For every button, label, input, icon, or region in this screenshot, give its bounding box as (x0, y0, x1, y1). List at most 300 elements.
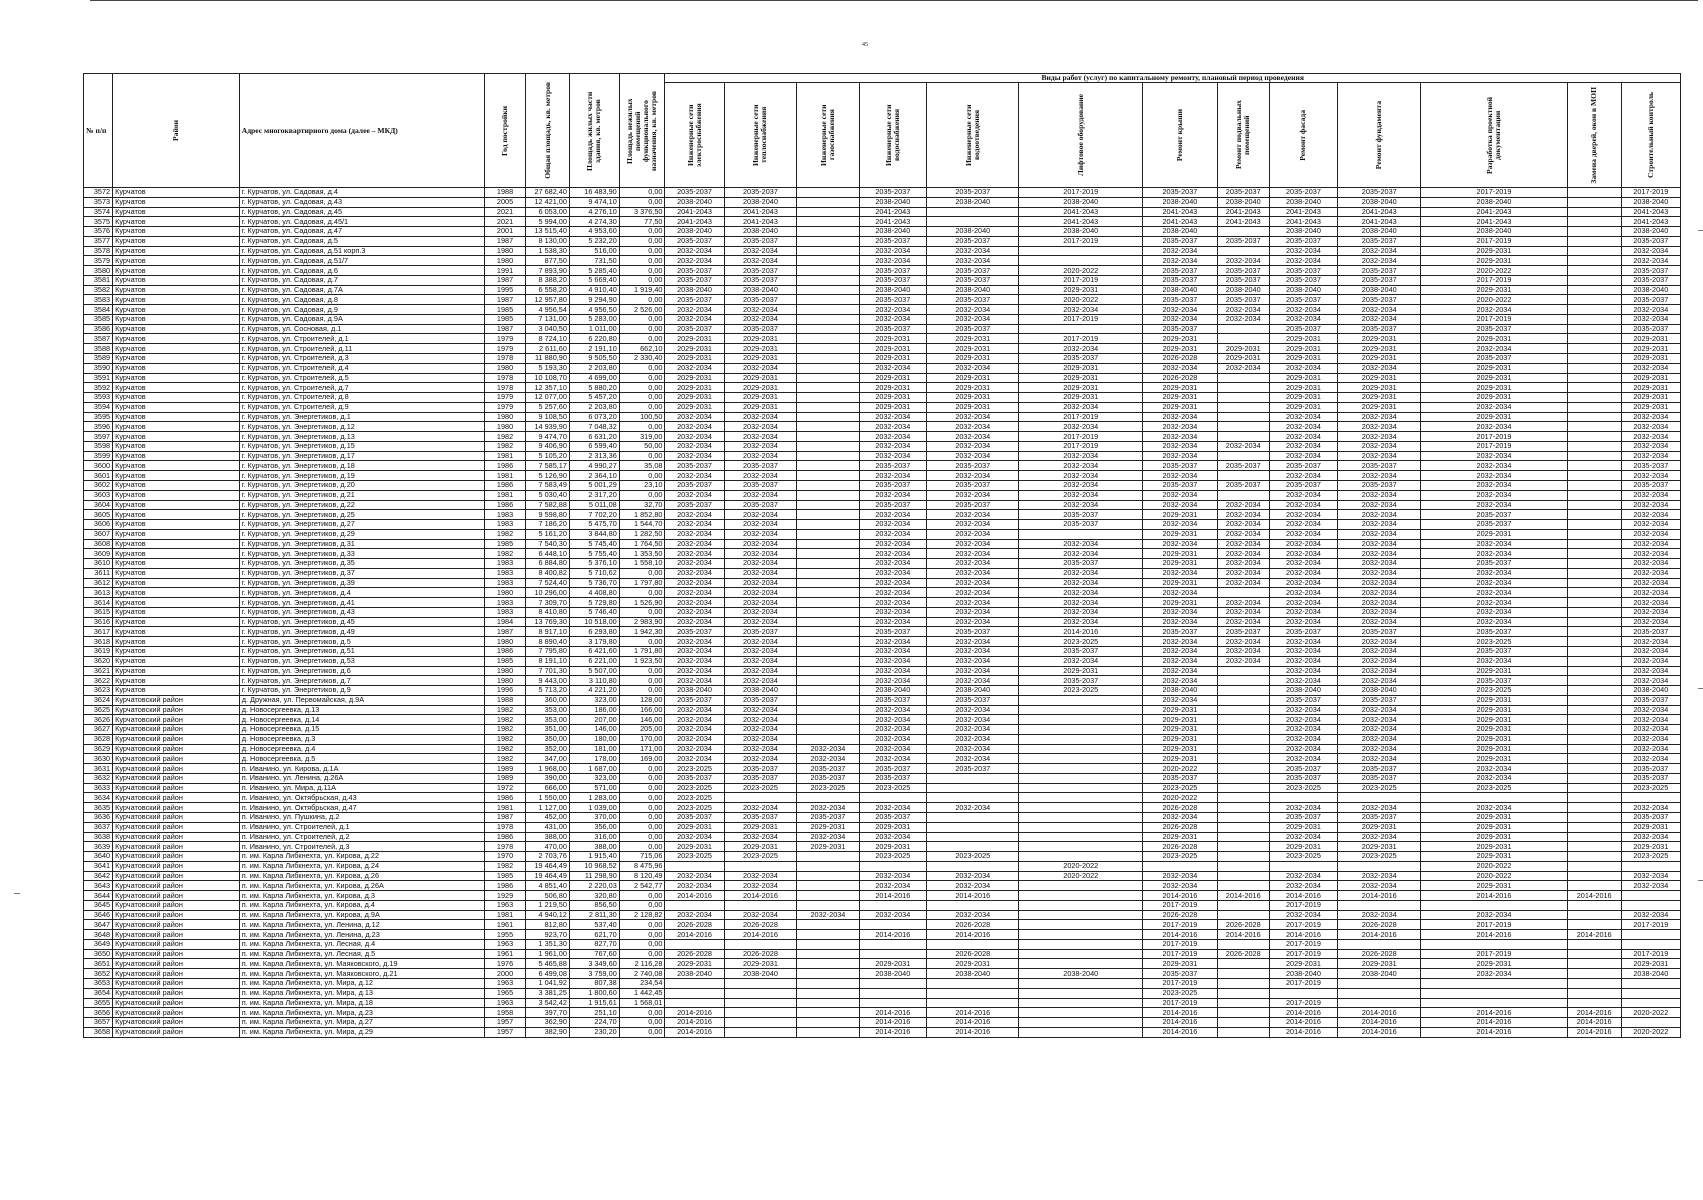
cell-work-period: 2026-2028 (665, 920, 724, 930)
cell-work-period: 2032-2034 (1421, 588, 1567, 598)
cell-district: Курчатовский район (113, 803, 240, 813)
cell-work-period: 2032-2034 (1621, 471, 1680, 481)
cell-work-period: 2032-2034 (724, 529, 797, 539)
cell-nonliving-area: 2 128,82 (619, 910, 665, 920)
cell-work-period: 2035-2037 (1143, 266, 1218, 276)
cell-work-period: 2032-2034 (859, 725, 926, 735)
cell-nonliving-area: 0,00 (619, 246, 665, 256)
cell-work-period (1567, 813, 1621, 823)
cell-work-period (927, 842, 1019, 852)
cell-num: 3583 (84, 295, 113, 305)
cell-work-period (1019, 734, 1143, 744)
cell-work-period: 2023-2025 (1143, 852, 1218, 862)
cell-address: п. Иванино, ул. Ленина, д.26А (239, 773, 484, 783)
cell-work-period: 2017-2019 (1421, 432, 1567, 442)
cell-district: Курчатовский район (113, 920, 240, 930)
cell-work-period: 2032-2034 (859, 871, 926, 881)
cell-work-period (797, 852, 859, 862)
cell-work-period (1019, 920, 1143, 930)
cell-work-period: 2032-2034 (1621, 881, 1680, 891)
cell-work-period: 2014-2016 (1567, 1027, 1621, 1037)
cell-work-period: 2029-2031 (797, 822, 859, 832)
cell-living-area: 10 968,52 (569, 861, 619, 871)
cell-work-period (1217, 881, 1269, 891)
cell-work-period: 2035-2037 (927, 764, 1019, 774)
cell-work-period (797, 461, 859, 471)
header-work-11: Замена дверей, окон в МОП (1567, 83, 1621, 188)
cell-work-period: 2038-2040 (859, 197, 926, 207)
cell-work-period: 2020-2022 (1621, 1027, 1680, 1037)
cell-nonliving-area: 234,54 (619, 979, 665, 989)
cell-work-period: 2035-2037 (1621, 764, 1680, 774)
cell-total-area: 8 890,40 (526, 637, 570, 647)
cell-work-period: 2032-2034 (1421, 910, 1567, 920)
cell-work-period: 2032-2034 (1421, 578, 1567, 588)
table-row (84, 920, 1681, 930)
cell-work-period (1567, 480, 1621, 490)
cell-work-period (1269, 793, 1338, 803)
cell-work-period: 2032-2034 (1621, 607, 1680, 617)
cell-num: 3602 (84, 480, 113, 490)
cell-work-period: 2032-2034 (1621, 539, 1680, 549)
cell-work-period: 2032-2034 (1338, 500, 1421, 510)
cell-work-period: 2035-2037 (1217, 275, 1269, 285)
cell-year: 1986 (484, 480, 526, 490)
cell-work-period: 2032-2034 (1217, 529, 1269, 539)
cell-total-area: 8 388,20 (526, 275, 570, 285)
cell-num: 3644 (84, 891, 113, 901)
cell-work-period: 2014-2016 (1421, 930, 1567, 940)
cell-district: Курчатовский район (113, 969, 240, 979)
cell-work-period: 2014-2016 (1143, 1008, 1218, 1018)
cell-work-period: 2029-2031 (724, 402, 797, 412)
cell-work-period: 2035-2037 (665, 627, 724, 637)
cell-num: 3632 (84, 773, 113, 783)
cell-living-area: 1 283,00 (569, 793, 619, 803)
cell-work-period (1567, 676, 1621, 686)
cell-work-period: 2026-2028 (927, 920, 1019, 930)
cell-work-period: 2029-2031 (1421, 822, 1567, 832)
cell-work-period: 2014-2016 (1567, 930, 1621, 940)
cell-work-period: 2038-2040 (1421, 197, 1567, 207)
cell-work-period: 2032-2034 (1621, 754, 1680, 764)
cell-nonliving-area: 2 983,90 (619, 617, 665, 627)
cell-work-period: 2029-2031 (1338, 383, 1421, 393)
cell-work-period (1217, 832, 1269, 842)
cell-work-period (1269, 861, 1338, 871)
cell-address: д. Новосергеевка, д.5 (239, 754, 484, 764)
cell-district: Курчатовский район (113, 842, 240, 852)
cell-nonliving-area: 0,00 (619, 422, 665, 432)
cell-address: г. Курчатов, ул. Энергетиков, д.29 (239, 529, 484, 539)
cell-district: Курчатов (113, 686, 240, 696)
cell-work-period (1567, 881, 1621, 891)
cell-work-period: 2017-2019 (1269, 920, 1338, 930)
cell-work-period: 2032-2034 (1143, 607, 1218, 617)
cell-work-period: 2014-2016 (1338, 891, 1421, 901)
cell-year: 1987 (484, 236, 526, 246)
cell-address: г. Курчатов, ул. Строителей, д.1 (239, 334, 484, 344)
cell-year: 1929 (484, 891, 526, 901)
cell-work-period (1567, 246, 1621, 256)
cell-work-period (1567, 471, 1621, 481)
cell-work-period: 2038-2040 (1621, 285, 1680, 295)
cell-work-period (1567, 744, 1621, 754)
cell-work-period: 2041-2043 (1269, 217, 1338, 227)
cell-district: Курчатовский район (113, 959, 240, 969)
cell-year: 1988 (484, 695, 526, 705)
cell-living-area: 3 179,80 (569, 637, 619, 647)
cell-work-period (1567, 949, 1621, 959)
cell-district: Курчатовский район (113, 754, 240, 764)
cell-work-period: 2035-2037 (665, 500, 724, 510)
cell-address: п. Иванино, ул. Кирова, д.1А (239, 764, 484, 774)
cell-work-period (797, 471, 859, 481)
cell-work-period (1567, 764, 1621, 774)
cell-work-period: 2032-2034 (665, 666, 724, 676)
cell-work-period: 2035-2037 (859, 461, 926, 471)
cell-address: г. Курчатов, ул. Энергетиков, д.20 (239, 480, 484, 490)
cell-living-area: 2 811,30 (569, 910, 619, 920)
cell-nonliving-area: 0,00 (619, 227, 665, 237)
header-row-top (84, 74, 1681, 83)
cell-work-period: 2035-2037 (1621, 773, 1680, 783)
cell-district: Курчатов (113, 422, 240, 432)
cell-work-period: 2035-2037 (1143, 324, 1218, 334)
cell-work-period: 2023-2025 (1338, 852, 1421, 862)
table-row (84, 344, 1681, 354)
cell-district: Курчатов (113, 490, 240, 500)
cell-work-period: 2032-2034 (1421, 568, 1567, 578)
cell-work-period: 2035-2037 (927, 627, 1019, 637)
table-row (84, 773, 1681, 783)
cell-work-period: 2032-2034 (1338, 314, 1421, 324)
cell-total-area: 5 193,30 (526, 363, 570, 373)
cell-district: Курчатов (113, 578, 240, 588)
cell-work-period (1567, 959, 1621, 969)
table-row (84, 842, 1681, 852)
cell-work-period: 2017-2019 (1269, 979, 1338, 989)
cell-address: г. Курчатов, ул. Энергетиков, д.4 (239, 588, 484, 598)
cell-nonliving-area: 32,70 (619, 500, 665, 510)
cell-work-period: 2014-2016 (859, 891, 926, 901)
table-row (84, 734, 1681, 744)
cell-work-period: 2029-2031 (1143, 344, 1218, 354)
cell-work-period: 2026-2028 (665, 949, 724, 959)
cell-living-area: 807,38 (569, 979, 619, 989)
cell-work-period: 2032-2034 (1421, 480, 1567, 490)
cell-work-period: 2032-2034 (1621, 637, 1680, 647)
cell-living-area: 186,00 (569, 705, 619, 715)
cell-work-period: 2032-2034 (1338, 363, 1421, 373)
cell-work-period (1567, 568, 1621, 578)
cell-work-period (1567, 383, 1621, 393)
cell-nonliving-area: 0,00 (619, 822, 665, 832)
cell-living-area: 621,70 (569, 930, 619, 940)
cell-work-period: 2017-2019 (1421, 441, 1567, 451)
cell-address: г. Курчатов, ул. Садовая, д.43 (239, 197, 484, 207)
cell-district: Курчатовский район (113, 773, 240, 783)
cell-nonliving-area: 0,00 (619, 588, 665, 598)
cell-work-period: 2032-2034 (1338, 451, 1421, 461)
cell-nonliving-area: 0,00 (619, 773, 665, 783)
cell-work-period: 2032-2034 (927, 607, 1019, 617)
cell-work-period (797, 695, 859, 705)
cell-work-period: 2032-2034 (1621, 744, 1680, 754)
cell-address: г. Курчатов, ул. Энергетиков, д.12 (239, 422, 484, 432)
cell-work-period: 2023-2025 (1019, 686, 1143, 696)
cell-work-period (1567, 393, 1621, 403)
cell-work-period: 2035-2037 (1621, 813, 1680, 823)
cell-work-period (665, 988, 724, 998)
cell-work-period (1217, 803, 1269, 813)
cell-work-period: 2032-2034 (665, 832, 724, 842)
cell-work-period: 2035-2037 (859, 324, 926, 334)
cell-work-period: 2038-2040 (1421, 227, 1567, 237)
cell-work-period (797, 998, 859, 1008)
cell-work-period: 2032-2034 (1621, 451, 1680, 461)
cell-work-period: 2035-2037 (797, 813, 859, 823)
scan-mark (1698, 230, 1703, 231)
cell-work-period (797, 549, 859, 559)
cell-num: 3622 (84, 676, 113, 686)
cell-num: 3631 (84, 764, 113, 774)
cell-work-period (1567, 344, 1621, 354)
cell-num: 3592 (84, 383, 113, 393)
cell-work-period (1338, 979, 1421, 989)
cell-work-period (1421, 939, 1567, 949)
cell-work-period: 2032-2034 (859, 256, 926, 266)
cell-work-period: 2029-2031 (665, 334, 724, 344)
cell-year: 1985 (484, 871, 526, 881)
cell-living-area: 6 421,60 (569, 646, 619, 656)
cell-year: 2001 (484, 227, 526, 237)
cell-num: 3601 (84, 471, 113, 481)
cell-num: 3620 (84, 656, 113, 666)
cell-year: 1961 (484, 920, 526, 930)
cell-work-period: 2029-2031 (665, 393, 724, 403)
cell-work-period (1567, 822, 1621, 832)
cell-work-period: 2032-2034 (724, 549, 797, 559)
cell-work-period (1217, 705, 1269, 715)
cell-work-period (797, 207, 859, 217)
cell-work-period: 2014-2016 (1421, 1008, 1567, 1018)
cell-living-area: 370,00 (569, 813, 619, 823)
cell-work-period: 2035-2037 (1269, 773, 1338, 783)
cell-work-period: 2035-2037 (1338, 764, 1421, 774)
cell-num: 3603 (84, 490, 113, 500)
cell-address: г. Курчатов, ул. Энергетиков, д.27 (239, 520, 484, 530)
cell-work-period (1567, 285, 1621, 295)
cell-work-period: 2029-2031 (1143, 578, 1218, 588)
cell-year: 1983 (484, 510, 526, 520)
cell-work-period: 2032-2034 (1217, 305, 1269, 315)
cell-work-period: 2035-2037 (1621, 324, 1680, 334)
cell-work-period (859, 793, 926, 803)
cell-work-period (1217, 969, 1269, 979)
cell-year: 1983 (484, 598, 526, 608)
cell-total-area: 666,00 (526, 783, 570, 793)
table-row (84, 207, 1681, 217)
cell-district: Курчатов (113, 314, 240, 324)
table-row (84, 930, 1681, 940)
cell-nonliving-area: 128,00 (619, 695, 665, 705)
cell-address: д. Новосергеевка, д.15 (239, 725, 484, 735)
cell-district: Курчатов (113, 471, 240, 481)
cell-work-period: 2029-2031 (665, 373, 724, 383)
header-year: Год постройки (484, 74, 526, 188)
cell-num: 3642 (84, 871, 113, 881)
cell-district: Курчатов (113, 236, 240, 246)
cell-district: Курчатов (113, 285, 240, 295)
cell-living-area: 1 800,60 (569, 988, 619, 998)
cell-nonliving-area: 0,00 (619, 783, 665, 793)
cell-work-period: 2029-2031 (859, 822, 926, 832)
cell-total-area: 8 917,10 (526, 627, 570, 637)
cell-work-period: 2032-2034 (665, 510, 724, 520)
cell-work-period: 2032-2034 (665, 422, 724, 432)
cell-work-period: 2032-2034 (1338, 471, 1421, 481)
cell-work-period: 2032-2034 (927, 549, 1019, 559)
cell-living-area: 5 285,40 (569, 266, 619, 276)
cell-num: 3599 (84, 451, 113, 461)
cell-work-period: 2032-2034 (1019, 471, 1143, 481)
cell-work-period: 2032-2034 (859, 305, 926, 315)
cell-work-period: 2014-2016 (1143, 1018, 1218, 1028)
cell-year: 1986 (484, 500, 526, 510)
cell-work-period (1567, 783, 1621, 793)
cell-work-period: 2032-2034 (1269, 363, 1338, 373)
cell-living-area: 5 457,20 (569, 393, 619, 403)
cell-work-period: 2032-2034 (859, 568, 926, 578)
cell-work-period (1567, 666, 1621, 676)
cell-num: 3578 (84, 246, 113, 256)
cell-total-area: 7 540,30 (526, 539, 570, 549)
cell-year: 1982 (484, 549, 526, 559)
cell-total-area: 353,00 (526, 715, 570, 725)
cell-work-period: 2035-2037 (927, 461, 1019, 471)
cell-work-period (797, 920, 859, 930)
cell-work-period: 2032-2034 (1621, 412, 1680, 422)
cell-address: г. Курчатов, ул. Садовая, д.45 (239, 207, 484, 217)
cell-work-period (1567, 559, 1621, 569)
cell-total-area: 7 583,49 (526, 480, 570, 490)
cell-total-area: 6 053,00 (526, 207, 570, 217)
cell-nonliving-area: 8 120,49 (619, 871, 665, 881)
cell-work-period (1567, 998, 1621, 1008)
cell-year: 1980 (484, 588, 526, 598)
cell-work-period: 2038-2040 (1338, 197, 1421, 207)
cell-work-period: 2032-2034 (859, 881, 926, 891)
cell-num: 3617 (84, 627, 113, 637)
cell-work-period (797, 734, 859, 744)
cell-district: Курчатовский район (113, 793, 240, 803)
cell-work-period (1217, 793, 1269, 803)
cell-work-period: 2035-2037 (1143, 969, 1218, 979)
cell-work-period: 2035-2037 (859, 500, 926, 510)
cell-work-period: 2041-2043 (665, 217, 724, 227)
cell-work-period (797, 568, 859, 578)
cell-work-period: 2029-2031 (1421, 705, 1567, 715)
cell-total-area: 3 542,42 (526, 998, 570, 1008)
cell-work-period: 2038-2040 (927, 285, 1019, 295)
cell-nonliving-area: 0,00 (619, 764, 665, 774)
cell-work-period (927, 832, 1019, 842)
header-district: Район (113, 74, 240, 188)
cell-work-period: 2035-2037 (1019, 510, 1143, 520)
cell-num: 3585 (84, 314, 113, 324)
cell-work-period: 2029-2031 (1269, 344, 1338, 354)
cell-work-period (1217, 490, 1269, 500)
cell-work-period: 2038-2040 (724, 197, 797, 207)
cell-address: г. Курчатов, ул. Энергетиков, д.37 (239, 568, 484, 578)
cell-work-period: 2029-2031 (1421, 334, 1567, 344)
cell-work-period: 2029-2031 (1338, 334, 1421, 344)
table-row (84, 754, 1681, 764)
scan-mark (1698, 880, 1703, 881)
cell-living-area: 856,50 (569, 900, 619, 910)
cell-work-period: 2032-2034 (859, 363, 926, 373)
cell-nonliving-area: 1 942,30 (619, 627, 665, 637)
cell-work-period: 2023-2025 (927, 852, 1019, 862)
cell-work-period (797, 930, 859, 940)
cell-work-period: 2032-2034 (1019, 617, 1143, 627)
cell-year: 1980 (484, 676, 526, 686)
cell-num: 3610 (84, 559, 113, 569)
cell-work-period: 2029-2031 (1143, 510, 1218, 520)
cell-nonliving-area: 2 116,28 (619, 959, 665, 969)
cell-work-period: 2038-2040 (724, 285, 797, 295)
cell-district: Курчатов (113, 539, 240, 549)
cell-district: Курчатовский район (113, 1018, 240, 1028)
cell-work-period: 2029-2031 (1421, 959, 1567, 969)
cell-work-period: 2032-2034 (1621, 705, 1680, 715)
table-row (84, 588, 1681, 598)
cell-work-period (1567, 578, 1621, 588)
cell-work-period: 2029-2031 (1621, 373, 1680, 383)
cell-work-period: 2029-2031 (665, 383, 724, 393)
cell-num: 3650 (84, 949, 113, 959)
cell-work-period: 2032-2034 (1269, 510, 1338, 520)
cell-work-period: 2029-2031 (1143, 549, 1218, 559)
cell-work-period (1621, 930, 1680, 940)
cell-work-period: 2032-2034 (859, 549, 926, 559)
cell-address: г. Курчатов, ул. Садовая, д.9 (239, 305, 484, 315)
cell-living-area: 3 844,80 (569, 529, 619, 539)
cell-work-period: 2032-2034 (927, 646, 1019, 656)
cell-work-period (1567, 920, 1621, 930)
cell-address: г. Курчатов, ул. Энергетиков, д.19 (239, 471, 484, 481)
cell-num: 3604 (84, 500, 113, 510)
cell-work-period (797, 188, 859, 198)
cell-address: п. им. Карла Либкнехта, ул. Мира, д.23 (239, 1008, 484, 1018)
cell-year: 1963 (484, 939, 526, 949)
cell-work-period: 2035-2037 (1269, 266, 1338, 276)
cell-year: 1980 (484, 246, 526, 256)
cell-work-period: 2038-2040 (1269, 227, 1338, 237)
cell-nonliving-area: 2 330,40 (619, 354, 665, 364)
cell-work-period: 2029-2031 (665, 402, 724, 412)
cell-work-period (724, 1027, 797, 1037)
cell-work-period: 2032-2034 (1338, 510, 1421, 520)
cell-work-period: 2032-2034 (1621, 510, 1680, 520)
cell-work-period: 2014-2016 (1421, 1027, 1567, 1037)
table-row (84, 686, 1681, 696)
cell-work-period: 2029-2031 (1217, 354, 1269, 364)
cell-district: Курчатов (113, 627, 240, 637)
cell-work-period (797, 480, 859, 490)
cell-work-period: 2032-2034 (927, 529, 1019, 539)
